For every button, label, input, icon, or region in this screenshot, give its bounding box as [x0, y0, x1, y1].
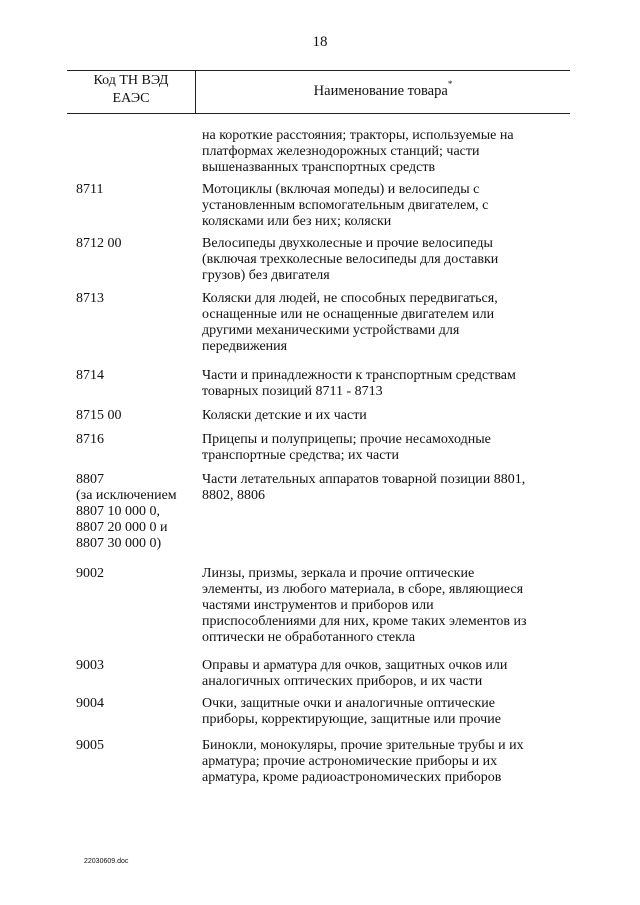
description-line: приспособлениями для них, кроме таких элементов из — [202, 614, 527, 629]
description-line: элементы, из любого материала, в сборе, являющиеся — [202, 582, 524, 597]
code-header-line2: ЕАЭС — [112, 91, 150, 106]
code-line: 8713 — [76, 291, 104, 306]
code-line: 8807 — [76, 472, 104, 487]
row-description — [202, 291, 562, 355]
description-line: транспортные средства; их части — [202, 448, 400, 463]
description-line: колясками или без них; коляски — [202, 214, 392, 229]
description-line: арматура; прочие астрономические приборы и их — [202, 754, 498, 769]
row-description — [202, 236, 562, 284]
description-line: Части и принадлежности к транспортным средствам — [202, 368, 516, 383]
footnote-mark: * — [447, 79, 453, 89]
row-description — [202, 658, 562, 690]
description-line: установленным вспомогательным двигателем, с — [202, 198, 489, 213]
description-line: Коляски для людей, не способных передвигаться, — [202, 291, 498, 306]
code-line: 9004 — [76, 696, 104, 711]
row-description — [202, 128, 562, 176]
description-line: приборы, корректирующие, защитные или прочие — [202, 712, 501, 727]
description-line: (включая трехколесные велосипеды для доставки — [202, 252, 499, 267]
code-line: 8715 00 — [76, 408, 122, 423]
code-line: 8712 00 — [76, 236, 122, 251]
description-line: Мотоциклы (включая мопеды) и велосипеды с — [202, 182, 480, 197]
row-description — [202, 182, 562, 230]
description-line: платформах железнодорожных станций; части — [202, 144, 480, 159]
row-code — [76, 696, 196, 712]
document-filename: 22030609.doc — [84, 858, 129, 865]
code-line: 8807 10 000 0, — [76, 504, 160, 519]
row-description — [202, 566, 562, 646]
description-line: Коляски детские и их части — [202, 408, 367, 423]
row-code — [76, 566, 196, 582]
code-header-line1: Код ТН ВЭД — [93, 73, 169, 88]
description-line: 8802, 8806 — [202, 488, 265, 503]
row-code — [76, 472, 196, 552]
description-line: арматура, кроме радиоастрономических приборов — [202, 770, 502, 785]
description-line: частями инструментов и приборов или — [202, 598, 434, 613]
row-description — [202, 472, 562, 504]
row-code — [76, 236, 196, 252]
name-header-text: Наименование товара — [313, 82, 448, 99]
description-line: Части летательных аппаратов товарной позиции 8801, — [202, 472, 526, 487]
description-line: на короткие расстояния; тракторы, используемые на — [202, 128, 514, 143]
row-code — [76, 291, 196, 307]
description-line: Бинокли, монокуляры, прочие зрительные трубы и их — [202, 738, 524, 753]
description-line: товарных позиций 8711 - 8713 — [202, 384, 383, 399]
row-code — [76, 408, 196, 424]
description-line: Очки, защитные очки и аналогичные оптические — [202, 696, 496, 711]
code-line: 9002 — [76, 566, 104, 581]
code-line: 8807 30 000 0) — [76, 536, 162, 551]
description-line: Оправы и арматура для очков, защитных очков или — [202, 658, 508, 673]
description-line: Линзы, призмы, зеркала и прочие оптические — [202, 566, 475, 581]
code-line: 9003 — [76, 658, 104, 673]
code-line: (за исключением — [76, 488, 177, 503]
row-description — [202, 368, 562, 400]
description-line: вышеназванных транспортных средств — [202, 160, 436, 175]
row-description — [202, 738, 562, 786]
row-code — [76, 182, 196, 198]
description-line: оснащенные или не оснащенные двигателем или — [202, 307, 495, 322]
code-line: 8716 — [76, 432, 104, 447]
code-line: 8807 20 000 0 и — [76, 520, 168, 535]
row-code — [76, 658, 196, 674]
code-line: 8711 — [76, 182, 104, 197]
description-line: грузов) без двигателя — [202, 268, 330, 283]
description-line: Велосипеды двухколесные и прочие велосипеды — [202, 236, 493, 251]
description-line: Прицепы и полуприцепы; прочие несамоходные — [202, 432, 491, 447]
description-line: другими механическими устройствами для — [202, 323, 460, 338]
code-line: 8714 — [76, 368, 104, 383]
row-code — [76, 368, 196, 384]
row-description — [202, 432, 562, 464]
description-line: передвижения — [202, 339, 288, 354]
code-line: 9005 — [76, 738, 104, 753]
row-code — [76, 432, 196, 448]
description-line: оптически не обработанного стекла — [202, 630, 416, 645]
row-code — [76, 738, 196, 754]
page-number: 18 — [312, 34, 328, 50]
row-description — [202, 408, 562, 424]
description-line: аналогичных оптических приборов, и их части — [202, 674, 483, 689]
row-description — [202, 696, 562, 728]
